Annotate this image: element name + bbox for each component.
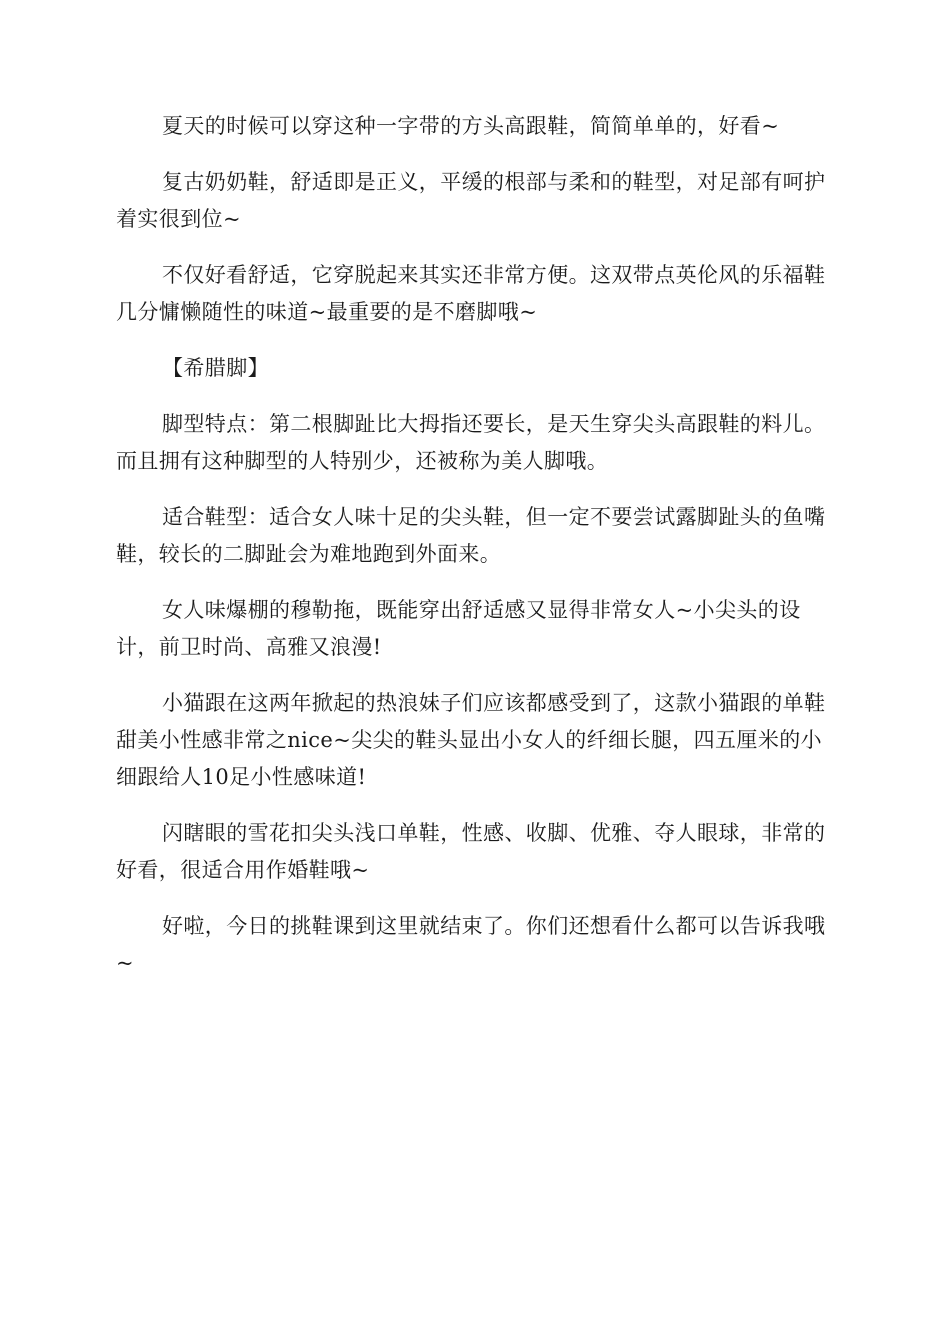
- paragraph-grandma-shoes: 复古奶奶鞋，舒适即是正义，平缓的根部与柔和的鞋型，对足部有呵护着实很到位~: [116, 170, 826, 231]
- paragraph-summer-heels: 夏天的时候可以穿这种一字带的方头高跟鞋，简简单单的，好看~: [162, 114, 780, 138]
- paragraph-kitten-heels: 小猫跟在这两年掀起的热浪妹子们应该都感受到了，这款小猫跟的单鞋甜美小性感非常之nice~尖尖的鞋头显出小女人的纤细长腿，四五厘米的小细跟给人10足小性感味道!: [116, 691, 826, 789]
- paragraph-snowflake-pumps: 闪瞎眼的雪花扣尖头浅口单鞋，性感、收脚、优雅、夺人眼球，非常的好看，很适合用作婚鞋哦~: [116, 821, 826, 882]
- paragraph-mules: 女人味爆棚的穆勒拖，既能穿出舒适感又显得非常女人~小尖头的设计，前卫时尚、高雅又浪漫!: [116, 598, 801, 659]
- paragraph-suitable-shoes: 适合鞋型：适合女人味十足的尖头鞋，但一定不要尝试露脚趾头的鱼嘴鞋，较长的二脚趾会为难地跑到外面来。: [116, 505, 826, 566]
- document-body: [116, 108, 836, 1001]
- section-heading-greek-foot: 【希腊脚】: [162, 356, 269, 380]
- paragraph-closing: 好啦，今日的挑鞋课到这里就结束了。你们还想看什么都可以告诉我哦~: [116, 914, 826, 975]
- paragraph-loafers: 不仅好看舒适，它穿脱起来其实还非常方便。这双带点英伦风的乐福鞋几分慵懒随性的味道~最重要的是不磨脚哦~: [116, 263, 826, 324]
- paragraph-foot-features: 脚型特点：第二根脚趾比大拇指还要长，是天生穿尖头高跟鞋的料儿。而且拥有这种脚型的人特别少，还被称为美人脚哦。: [116, 412, 826, 473]
